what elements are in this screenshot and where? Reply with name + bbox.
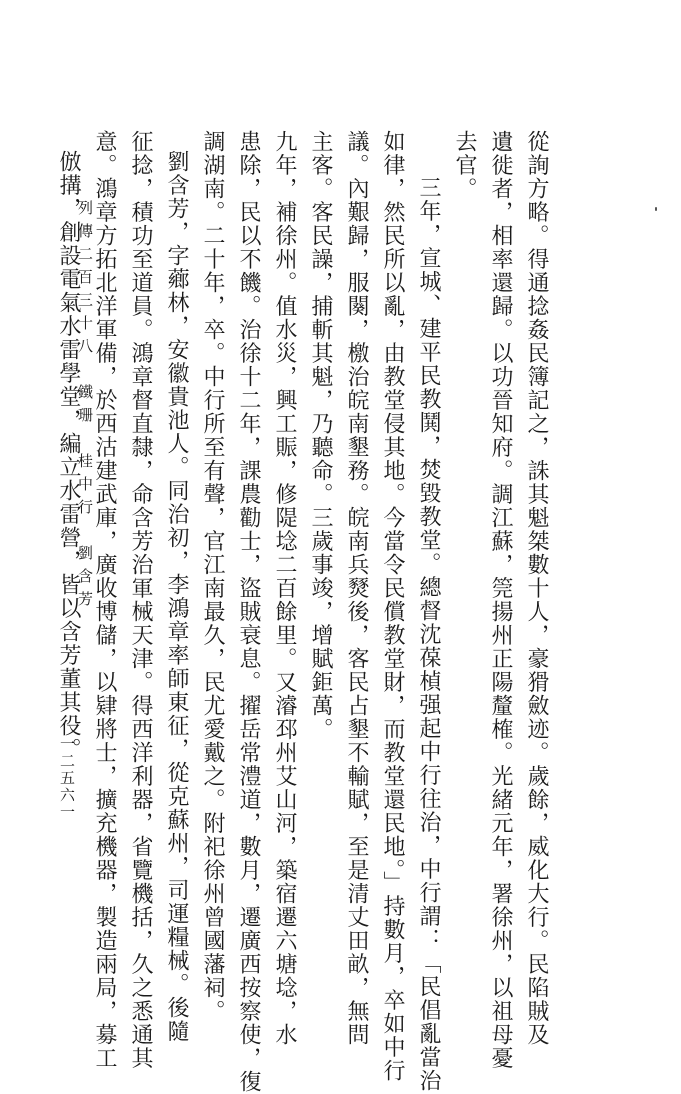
text-column: 三年，宣城、建平民教鬨，焚毀教堂。總督沈葆楨强起中行往治，中行謂：「民倡亂當治 — [416, 176, 441, 1093]
text-column: 征捻，積功至道員。鴻章督直隸，命含芳治軍械天津。得西洋利器，省覽機括，久之悉通其 — [128, 130, 153, 1070]
text-column: 如律，然民所以亂，由教堂侵其地。今當令民償教堂財，而教堂還民地。」持數月，卒如中行 — [380, 130, 405, 1083]
text-column: 從詢方略。得通捻姦民簿記之，誅其魁桀數十人，豪猾斂迹。歲餘，威化大行。民陷賊及 — [524, 130, 549, 1047]
text-column: 倣搆，創設電氣水雷學堂，編立水雷營，皆以含芳董其役。 — [56, 150, 81, 761]
print-speck — [655, 207, 657, 211]
text-column: 調湖南。二十年，卒。中行所至有聲，官江南最久，民尤愛戴之。附祀徐州曾國藩祠。 — [200, 130, 225, 1023]
text-column: 遺徙者，相率還歸。以功晉知府。調江蘇，筦揚州正陽釐榷。光緒元年，署徐州，以祖母憂 — [488, 130, 513, 1070]
page-number: 一二五六一 — [58, 736, 76, 821]
text-column: 患除，民以不饑。治徐十二年，課農勸士，盜賊衰息。擢岳常澧道，數月，遷廣西按察使，復 — [236, 130, 261, 1094]
text-column: 主客。客民譟，捕斬其魁，乃聽命。三歲事竣，增賦鉅萬。 — [308, 130, 333, 741]
text-column: 去官。 — [452, 130, 477, 201]
text-column: 議。內艱歸，服闋，檄治皖南墾務。皖南兵燹後，客民占墾不輸賦，至是清丈田畝，無問 — [344, 130, 369, 1047]
text-column: 九年，補徐州。值水災，興工賑，修隄埝二百餘里。又濬邳州艾山河，築宿遷六塘埝，水 — [272, 130, 297, 1047]
running-head: 列傳二百三十八 鐵珊 桂中行 劉含芳 — [76, 200, 94, 614]
text-column: 劉含芳，字薌林，安徽貴池人。同治初，李鴻章率師東征，從克蘇州，司運糧械。後隨 — [164, 150, 189, 1043]
text-column: 意。鴻章方拓北洋軍備，於西沽建武庫，廣收博儲，以肄將士，擴充機器，製造兩局，募工 — [92, 130, 117, 1070]
